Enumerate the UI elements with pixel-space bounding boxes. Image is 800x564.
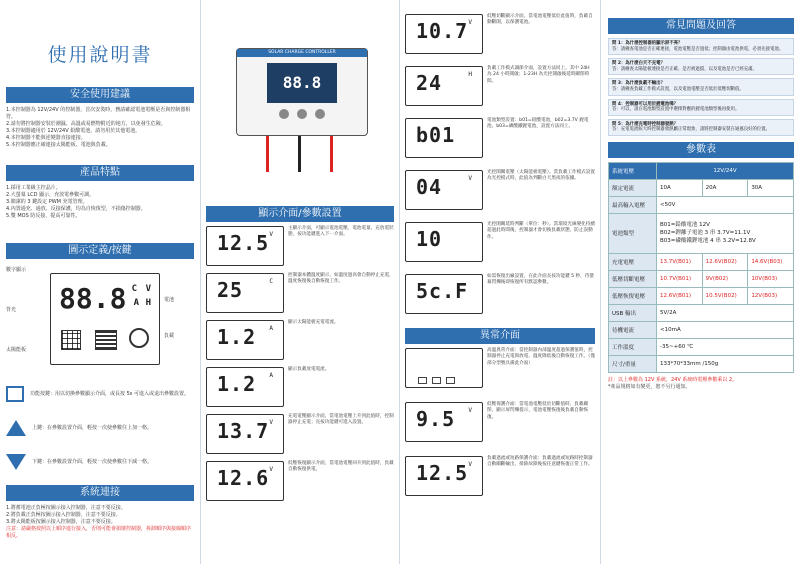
controller-header: SOLAR CHARGE CONTROLLER — [237, 49, 367, 57]
lcd-value: 12.5 — [416, 461, 469, 485]
spec-row — [609, 253, 794, 270]
spec-label: 系統電壓 — [609, 162, 657, 179]
mode-row — [405, 170, 595, 218]
wire-red — [266, 136, 269, 172]
faq-item — [608, 99, 794, 116]
safety-item: 1.本控制器為 12V/24V 的控制器，首次安裝時，務請確認電池電壓是否與控制器相符。 — [6, 107, 191, 120]
lcd-unit: V — [468, 19, 472, 26]
controller-button[interactable] — [297, 109, 307, 119]
mini-lcd — [405, 456, 483, 496]
mini-lcd — [405, 118, 483, 158]
key-row — [6, 445, 194, 479]
row-text: 充電電壓顯示介面，當電池電壓上升到此值時，控制器停止充電；長按功能鍵可進入設置。 — [288, 414, 394, 426]
battery-type: B01=鉛酸電池 12V — [660, 222, 710, 229]
spec-cell: 9V(B02) — [702, 270, 748, 287]
spec-cell: 13.7V(B01) — [657, 253, 703, 270]
mini-lcd — [206, 461, 284, 501]
spec-cell: 10.7V(B01) — [657, 270, 703, 287]
spec-cell: 12V(B03) — [748, 287, 794, 304]
spec-label: 待機電流 — [609, 321, 657, 338]
spec-heading: 參數表 — [608, 142, 794, 158]
lcd-value: 25 — [217, 278, 244, 302]
spec-row — [609, 179, 794, 196]
spec-row — [609, 270, 794, 287]
spec-cell: -35~+60 ℃ — [657, 338, 794, 355]
feature-item: 1.採用工業級主控晶片。 — [6, 185, 61, 191]
feature-item: 4.內置過充、過放、反接保護，均為自恢復型，不損傷控制器。 — [6, 206, 146, 212]
spec-row — [609, 355, 794, 372]
wire-black — [298, 136, 301, 172]
spec-cell: 10A — [657, 179, 703, 196]
controller-body — [236, 48, 368, 136]
spec-cell: 133*70*33mm /150g — [657, 355, 794, 372]
lcd-unit: V — [468, 407, 472, 414]
middle-right-column — [401, 0, 599, 564]
mini-lcd — [206, 226, 284, 266]
right-column — [602, 0, 800, 564]
spec-cell: <10mA — [657, 321, 794, 338]
connect-item: 2.將負載正負極按圖示接入控制器，注意不要反接。 — [6, 512, 121, 518]
page-title: 使用說明書 — [47, 44, 153, 66]
mode-rows — [405, 14, 595, 322]
row-text: 低壓切斷顯示介面，當電池電壓低於此值時，負載自動斷開，以保護電池。 — [487, 14, 593, 26]
row-text: 顯示太陽能板充電電流。 — [288, 320, 339, 325]
up-key-text: 上鍵：在參數設置介面，輕按一次使參數往上加一格。 — [32, 424, 153, 431]
spec-label: 低壓切斷電壓 — [609, 270, 657, 287]
unit-h: H — [145, 298, 151, 308]
unit-v: V — [145, 284, 151, 294]
faq-answer: 答：可以，請在電池類型設置中選擇對應的鋰電池類型後再使用。 — [612, 107, 740, 113]
battery-type: B03=磷酸鐵鋰電池 4 串 3.2V=12.8V — [660, 238, 756, 245]
lcd-value: 5c.F — [416, 279, 469, 303]
display-row — [206, 320, 394, 363]
down-key-text: 下鍵：在參數設置介面，輕按一次使參數往下減一格。 — [32, 458, 153, 465]
safety-list — [6, 107, 194, 159]
display-row — [206, 273, 394, 316]
features-heading: 產品特點 — [6, 165, 194, 181]
connect-item: 1.將蓄電池正負極按圖示接入控制器，注意不要反接。 — [6, 505, 126, 511]
panel-diagram — [6, 263, 194, 373]
row-text: 負載工作模式調節介面，設置方法同上。其中 24H 為 24 小時開啟；1-23H 為光控開啟後延時關閉時間。 — [487, 66, 590, 84]
mini-lcd — [405, 66, 483, 106]
row-text: 如需恢復出廠設置，在此介面長按功能鍵 5 秒，待螢幕閃爍後即恢復所有默認參數。 — [487, 274, 594, 286]
lcd-unit: V — [269, 419, 273, 426]
connect-item: 3.將太陽能板按圖示接入控制器，注意不要反接。 — [6, 519, 116, 525]
spec-row — [609, 213, 794, 253]
lcd-value: 10 — [416, 227, 443, 251]
spec-cell: 14.6V(B03) — [748, 253, 794, 270]
feature-item: 3.簡潔的 3 鍵設定 PWM 充電管理。 — [6, 199, 88, 205]
lcd-value: b01 — [416, 123, 456, 147]
abnormal-heading: 異常介面 — [405, 328, 595, 344]
display-row — [206, 367, 394, 410]
spec-row — [609, 162, 794, 179]
row-text: 低壓保護介面：當電池電壓低於切斷值時，負載關閉，顯示屏閃爍提示，電池電壓恢復後負載自動恢復。 — [487, 402, 589, 420]
mini-lcd — [206, 367, 284, 407]
mode-row — [405, 118, 595, 166]
faq-question: 問 4：控制器可以用於鋰電池嗎？ — [612, 101, 679, 107]
display-row — [206, 226, 394, 269]
bulb-icon — [446, 377, 455, 384]
spec-label: 電池類型 — [609, 213, 657, 253]
faq-question: 問 3：為什麼負載不輸出？ — [612, 81, 665, 87]
spec-note: *產品規格如有變更，恕不另行通知。 — [608, 383, 691, 390]
key-row — [6, 377, 194, 411]
spec-row — [609, 321, 794, 338]
faq-answer: 答：請檢查太陽能板連接是否正確、是否被遮擋，以及電池是否已經充滿。 — [612, 66, 757, 72]
spec-cell — [657, 213, 794, 253]
mode-row — [405, 66, 595, 114]
mini-lcd — [405, 348, 483, 388]
spec-label: 最高輸入電壓 — [609, 196, 657, 213]
lcd-unit: C — [269, 278, 273, 285]
key-row — [6, 411, 194, 445]
display-rows — [206, 226, 394, 504]
spec-label: 額定電流 — [609, 179, 657, 196]
controller-screen: 88.8 — [267, 63, 337, 103]
lcd-unit: V — [269, 466, 273, 473]
spec-row — [609, 196, 794, 213]
label-solar: 太陽能板 — [6, 347, 27, 353]
spec-cell: <50V — [657, 196, 794, 213]
mini-lcd — [206, 414, 284, 454]
lcd-value: 12.5 — [217, 231, 270, 255]
faq-answer: 答：請檢查負載工作模式設置，以及電池電壓是否低於低壓切斷值。 — [612, 86, 744, 92]
faq-item — [608, 38, 794, 55]
label-load: 負載 — [164, 333, 175, 339]
feature-item: 5.雙 MOS 防反接，提高可靠性。 — [6, 213, 81, 219]
spec-label: 工作溫度 — [609, 338, 657, 355]
mode-row — [405, 222, 595, 270]
panel-icon — [418, 377, 427, 384]
spec-cell: 12.6V(B02) — [702, 253, 748, 270]
lcd-value: 1.2 — [217, 372, 257, 396]
lcd-value: 13.7 — [217, 419, 270, 443]
function-key-text: 功能按鍵：用以切換參數顯示介面，或長按 5s 可進入或退出參數設置。 — [30, 390, 189, 397]
faq-item — [608, 78, 794, 95]
mini-lcd — [405, 170, 483, 210]
mini-lcd — [405, 402, 483, 442]
lcd-value: 24 — [416, 71, 443, 95]
label-battery: 電池 — [164, 297, 175, 303]
key-list — [6, 377, 194, 479]
mini-lcd — [206, 320, 284, 360]
spec-label: 尺寸/重量 — [609, 355, 657, 372]
spec-cell: 30A — [748, 179, 794, 196]
panel-heading: 圖示定義/按鍵 — [6, 243, 194, 259]
row-text: 高溫異常介面：當控制器內部溫度超過保護值時，控制器停止充電與放電，溫度降低後自動恢復工作。（僅部分型號具備此介面） — [487, 348, 595, 366]
row-text: 電池類型設置：b01=鉛酸電池，b02=3.7V 鋰電池，b03=磷酸鐵鋰電池，設置方法同上。 — [487, 118, 589, 130]
up-key-icon[interactable] — [6, 420, 26, 436]
unit-c: C — [131, 284, 137, 294]
row-text: 低壓恢復顯示介面，當電池電壓回升到此值時，負載自動恢復供電。 — [288, 461, 394, 473]
safety-heading: 安全使用建議 — [6, 87, 194, 103]
spec-table — [608, 162, 794, 373]
safety-item: 5.本控制器應正確連接太陽能板、電池與負載。 — [6, 142, 111, 148]
faq-question: 問 5：為什麼充電時控制器發熱？ — [612, 121, 679, 127]
battery-type: B02=鋰離子電池 3 串 3.7V=11.1V — [660, 230, 751, 237]
battery-icon — [432, 377, 441, 384]
controller-buttons — [237, 109, 367, 119]
spec-note: 註：以上參數為 12V 系統，24V 系統時電壓參數乘以 2。 — [608, 376, 738, 383]
abnormal-row — [405, 402, 595, 452]
spec-row — [609, 287, 794, 304]
lcd-unit: A — [269, 372, 273, 379]
features-list — [6, 185, 194, 237]
abnormal-rows — [405, 348, 595, 506]
label-backlight: 背光 — [6, 307, 17, 313]
display-row — [206, 414, 394, 457]
mini-lcd — [405, 274, 483, 314]
abnormal-row — [405, 456, 595, 506]
row-text: 顯示負載放電電流。 — [288, 367, 330, 372]
spec-row — [609, 338, 794, 355]
faq-heading: 常見問題及回答 — [608, 18, 794, 34]
faq-list — [608, 38, 794, 136]
controller-button[interactable] — [315, 109, 325, 119]
status-icons — [418, 377, 455, 384]
mode-row — [405, 274, 595, 322]
spec-row — [609, 304, 794, 321]
faq-item — [608, 58, 794, 75]
left-column — [0, 0, 200, 564]
wire-red — [330, 136, 333, 172]
faq-answer: 答：充電電流較大時控制器發熱屬正常現象，請將控制器安裝在通風良好的位置。 — [612, 127, 771, 133]
middle-left-column — [202, 0, 398, 564]
lcd-unit: V — [468, 461, 472, 468]
lcd-screen — [50, 273, 160, 365]
lcd-unit: A — [269, 325, 273, 332]
lcd-unit: V — [468, 175, 472, 182]
row-text: 光控開關電壓（太陽能板電壓）。當負載工作模式設置為光控模式時，此值為判斷白天黑夜的依據。 — [487, 170, 595, 182]
lcd-value: 9.5 — [416, 407, 456, 431]
faq-answer: 答：請檢查電池是否正確連接，電池電壓是否過低；控制器由電池供電，必須先接電池。 — [612, 46, 784, 52]
spec-value: 12V/24V — [657, 162, 794, 179]
spec-cell: 12.6V(B01) — [657, 287, 703, 304]
controller-diagram — [206, 34, 394, 184]
safety-item: 4.本控制器不能與逆變器直接連接。 — [6, 135, 86, 141]
row-text: 負載過流或短路保護介面：負載過流或短路時控制器自動關斷輸出，排除故障後按任意鍵恢復正常工作。 — [487, 456, 593, 468]
spec-cell: 10V(B03) — [748, 270, 794, 287]
mode-row — [405, 14, 595, 62]
solar-panel-icon — [61, 330, 81, 350]
row-text: 控制器本體溫度顯示，如溫度過高會自動停止充電，溫度恢復後自動恢復工作。 — [288, 273, 394, 285]
feature-item: 2.大螢幕 LCD 顯示，充放電參數可調。 — [6, 192, 95, 198]
lcd-unit: V — [269, 231, 273, 238]
safety-item: 3.本控制器適用於 12V/24V 鉛酸電池，請勿用於其他電池。 — [6, 128, 141, 134]
down-key-icon[interactable] — [6, 454, 26, 470]
faq-item — [608, 119, 794, 136]
row-text: 主顯示介面，可顯示電池電壓、電池電量、充放電狀態，按功能鍵進入下一介面。 — [288, 226, 394, 238]
display-heading: 顯示介面/參數設置 — [206, 206, 394, 222]
label-display: 數字顯示 — [6, 267, 27, 273]
lcd-digits: 88.8 — [59, 282, 127, 315]
connect-heading: 系統連接 — [6, 485, 194, 501]
faq-question: 問 2：為什麼白天不充電？ — [612, 61, 665, 67]
lcd-value: 10.7 — [416, 19, 469, 43]
spec-cell: 5V/2A — [657, 304, 794, 321]
display-row — [206, 461, 394, 504]
faq-question: 問 1：為什麼控制器的顯示屏不亮？ — [612, 41, 683, 46]
spec-label: 低壓恢復電壓 — [609, 287, 657, 304]
connect-warning: 注意：請嚴格按照以上順序進行接入，否則可能會損壞控制器，拆卸順序與接線順序相反。 — [6, 526, 192, 539]
mini-lcd — [405, 14, 483, 54]
spec-label: 充電電壓 — [609, 253, 657, 270]
lcd-value: 12.6 — [217, 466, 270, 490]
abnormal-row — [405, 348, 595, 398]
spec-label: USB 輸出 — [609, 304, 657, 321]
function-key-icon[interactable] — [6, 386, 24, 402]
lcd-value: 04 — [416, 175, 443, 199]
spec-cell: 20A — [702, 179, 748, 196]
mini-lcd — [405, 222, 483, 262]
spec-cell: 10.5V(B02) — [702, 287, 748, 304]
row-text: 光控開關延時判斷（單位：秒）。當環境光線變化持續超過此時間後，控制器才會切換負載狀態，防止誤動作。 — [487, 222, 595, 240]
mini-lcd — [206, 273, 284, 313]
lcd-unit: H — [468, 71, 472, 78]
bulb-icon — [129, 328, 149, 348]
lcd-value: 1.2 — [217, 325, 257, 349]
unit-a: A — [133, 298, 139, 308]
battery-icon — [95, 330, 117, 350]
controller-button[interactable] — [279, 109, 289, 119]
safety-item: 2.請勿將控制器安裝於潮濕、高溫或易燃物附近的地方，以免發生危險。 — [6, 121, 166, 127]
